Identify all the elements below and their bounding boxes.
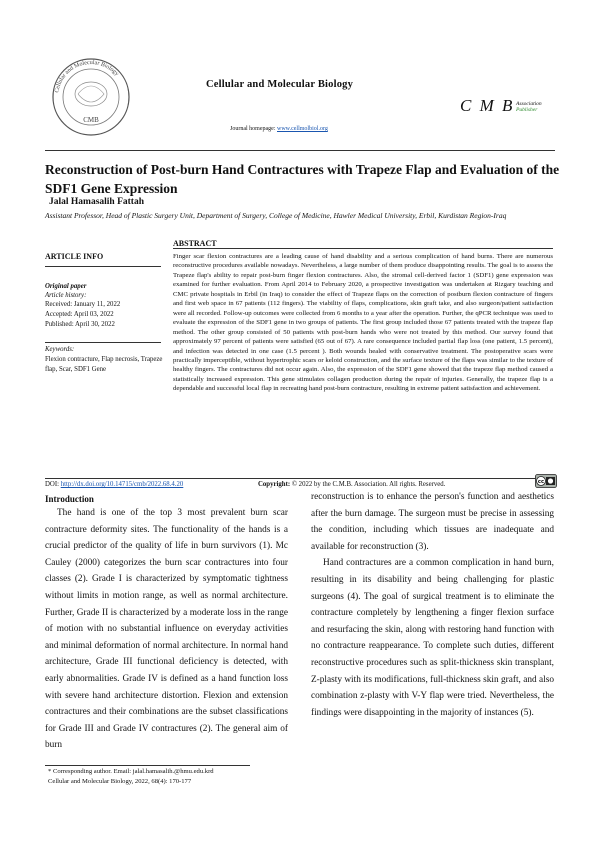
keywords-label: Keywords: — [45, 346, 75, 353]
copyright-text: © 2022 by the C.M.B. Association. All rights. Reserved. — [291, 481, 446, 488]
publisher-label: Publisher — [516, 107, 538, 113]
published-date: Published: April 30, 2022 — [45, 321, 115, 328]
article-info-divider — [45, 266, 161, 267]
copyright-line — [258, 481, 445, 488]
abstract-bottom-divider — [45, 478, 555, 479]
accepted-date: Accepted: April 03, 2022 — [45, 311, 114, 318]
association-label: Association — [516, 101, 542, 107]
introduction-heading: Introduction — [45, 494, 94, 504]
abstract-heading: ABSTRACT — [173, 239, 217, 248]
doi-label: DOI: — [45, 481, 59, 488]
homepage-label: Journal homepage: — [230, 126, 276, 132]
svg-text:cc: cc — [537, 479, 545, 486]
author-name: Jalal Hamasalih Fattah — [49, 197, 145, 207]
intro-paragraph-2: Hand contractures are a common complication in hand burn, resulting in its disability and being challenging for plastic surgeons (4). The goal of surgical treatment is to eliminate the contracture completely by lengthening a finger flexion surface and resurfacing the skin, along with restoring hand function with no contracture reappearance. To complete such duties, different reconstructive procedures such as split-thickness skin transplant, Z-plasty with its modifications, full-thickness skin graft, and also combination z-plasty with V-Y flap were tried. Nevertheless, the findings were disappointing in the majority of instances (5). — [311, 558, 554, 718]
journal-homepage — [230, 126, 328, 132]
keywords-list: Flexion contracture, Flap necrosis, Trapeze flap, Scar, SDF1 Gene — [45, 356, 163, 373]
cc-license-icon[interactable] — [535, 474, 557, 488]
article-info-heading: ARTICLE INFO — [45, 252, 104, 261]
paper-title: Reconstruction of Post-burn Hand Contractures with Trapeze Flap and Evaluation of the SDF1 Gene Expression — [45, 162, 560, 196]
intro-paragraph-1-continued: reconstruction is to enhance the person's function and aesthetics after the burn damage. The surgeon must be precise in assessing the condition, including which tissues are inadequate and available for reconstruction (3). — [311, 492, 554, 552]
history-label: Article history: — [45, 292, 87, 299]
copyright-label: Copyright: — [258, 481, 291, 488]
body-column-left — [45, 505, 288, 754]
doi-line — [45, 481, 183, 488]
abstract-top-divider — [173, 248, 553, 249]
footnote-divider — [45, 765, 250, 766]
author-affiliation: Assistant Professor, Head of Plastic Surgery Unit, Department of Surgery, College of Medicine, Hawler Medical University, Erbil, Kurdistan Region-Iraq — [45, 211, 507, 220]
keywords-divider — [45, 342, 161, 343]
corresponding-author: * Corresponding author. Email: jalal.hamasalih.@hmu.edu.krd — [48, 768, 214, 775]
intro-paragraph-1: The hand is one of the top 3 most prevalent burn scar contracture deformity sites. The functionality of the hands is a crucial predictor of the quality of life in burn survivors (1). Mc Cauley (2000) categorizes the burn scar contractures into four classes (2). Grade I is characterized by symptomatic tightness without limits in motion range, as well as normal architecture. Further, Grade II is characterized by a moderate loss in the range of motion with no substantial influence on everyday activities and minimal deformation of normal architecture. In normal hand architecture, Grade III functional deficiency is detected, with early abnormalities. Grade IV is defined as a hand function loss with severe hand architecture distortion. Flexion and extension contractures and their combinations are the subset classifications for Grade III and Grade IV contractures (2). The general aim of burn — [45, 508, 288, 751]
header-divider — [45, 150, 555, 151]
abstract-text: Finger scar flexion contractures are a leading cause of hand disability and a serious complication of hand burns. There are numerous reconstructive procedures available nowadays. Nevertheless, a large number of them produce disappointing results. The goal is to assess the Trapeze flap's ability to repair post-burn finger flexion contractures. Also, the stromal cell-derived factor 1 (SDF1) gene expression was examined for further evaluation. From April 2014 to February 2020, a prospective investigation was undertaken at Rizgary teaching and CMC private hospitals in Erbil (in Iraq) to consider the effect of Trapeze flaps on the correction of postburn flexion contracture of fingers and first web space in 67 patients (112 fingers). The viability of flaps, complications, skin graft take, and also surgeon/patient satisfaction were all recorded. Follow-up outcomes were collected from 6 months to a year after the operation. Further, the qPCR technique was used to evaluate the expression of the SDF1 gene in two groups of patients. The first group included those 67 patients treated with the trapeze flap method. The other group consisted of 50 patients with post-burn hands who were not treated by this method. Our survey found that approximately 97 percent of patients were satisfied (65 out of 67). A rare consequence included partial flap loss (one patient, 1.5 percent), and infection was detected in one case (1.5 percent ). Both wounds healed with conservative treatment. The postoperative scars were practically imperceptible, without hypertrophic scars or keloid construction, and the surface texture of the flaps was similar to the texture of healthy fingers. The contractures did not occur again. Also, the expression of the SDF1 gene showed that the trapeze flap method caused a statistically increased expression. This gene stimulates collagen production during the repair of injuries. Generally, the trapeze flap is a dependable and successful local flap in recreating hand post-burn contracture, resulting in extreme patient satisfaction and achievement. — [173, 253, 553, 393]
body-column-right — [311, 489, 554, 721]
cmb-mark: C M B — [460, 96, 515, 115]
article-type: Original paper — [45, 283, 87, 290]
homepage-link[interactable]: www.cellmolbiol.org — [277, 126, 328, 132]
logo-ring-text: Cellular and Molecular Biology — [54, 59, 120, 94]
logo-center-text: CMB — [83, 116, 99, 124]
cmb-association — [516, 101, 542, 113]
citation-line: Cellular and Molecular Biology, 2022, 68(4): 170-177 — [48, 778, 192, 785]
journal-logo — [50, 56, 132, 138]
received-date: Received: January 11, 2022 — [45, 301, 121, 308]
journal-name: Cellular and Molecular Biology — [206, 79, 354, 90]
doi-link[interactable]: http://dx.doi.org/10.14715/cmb/2022.68.4.20 — [60, 481, 184, 488]
